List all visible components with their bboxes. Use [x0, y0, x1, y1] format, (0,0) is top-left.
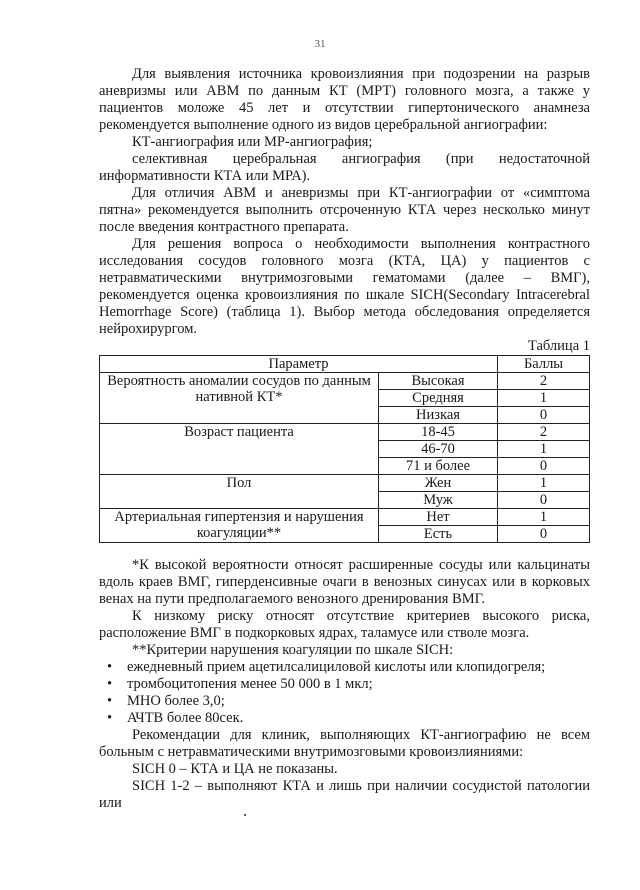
- body-text-bottom: [99, 557, 590, 812]
- list-item: • МНО более 3,0;: [127, 693, 590, 710]
- points-cell: 1: [498, 441, 590, 458]
- footnote-low-risk: К низкому риску относят отсутствие критериев высокого риска, расположение ВМГ в подкорковых ядрах, таламусе или стволе мозга.: [99, 608, 590, 641]
- option-cell: Нет: [379, 509, 498, 526]
- recommendation-sich-0: SICH 0 – КТА и ЦА не показаны.: [132, 761, 338, 777]
- paragraph-sich-score: Для решения вопроса о необходимости выполнения контрастного исследования сосудов головного мозга (КТА, ЦА) у пациентов с нетравматическими внутримозговыми гематомами (далее – ВМГ), рекомендуется оценка кровоизлияния по шкале SICH(Secondary Intracerebral Hemorrhage Score) (таблица 1). Выбор метода обследования определяется нейрохирургом.: [99, 236, 590, 337]
- list-item: • АЧТВ более 80сек.: [127, 710, 590, 727]
- option-cell: Есть: [379, 526, 498, 543]
- option-cell: Низкая: [379, 407, 498, 424]
- body-text-top: [99, 66, 590, 543]
- table-row: [100, 424, 590, 441]
- points-cell: 0: [498, 492, 590, 509]
- table-row: [100, 373, 590, 390]
- paragraph-spot-sign: Для отличия АВМ и аневризмы при КТ-ангиографии от «симптома пятна» рекомендуется выполнить отсроченную КТА через несколько минут после введения контрастного препарата.: [99, 185, 590, 235]
- option-cell: Высокая: [379, 373, 498, 390]
- points-cell: 1: [498, 475, 590, 492]
- points-cell: 2: [498, 424, 590, 441]
- option-cell: 18-45: [379, 424, 498, 441]
- points-cell: 1: [498, 509, 590, 526]
- header-points: Баллы: [498, 356, 590, 373]
- table-caption: Таблица 1: [527, 338, 590, 354]
- table-row: [100, 509, 590, 526]
- points-cell: 0: [498, 526, 590, 543]
- option-cell: 46-70: [379, 441, 498, 458]
- page-number: 31: [314, 38, 326, 50]
- option-cell: Муж: [379, 492, 498, 509]
- param-sex: Пол: [100, 475, 379, 509]
- header-parameter: Параметр: [100, 356, 498, 373]
- table-row: [100, 475, 590, 492]
- scan-speck: [244, 814, 246, 816]
- paragraph-angiography-indication: Для выявления источника кровоизлияния при подозрении на разрыв аневризмы или АВМ по данным КТ (МРТ) головного мозга, а также у пациентов моложе 45 лет и отсутствии гипертонического анамнеза рекомендуется выполнение одного из видов церебральной ангиографии:: [99, 66, 590, 133]
- param-patient-age: Возраст пациента: [100, 424, 379, 475]
- table-header-row: [100, 356, 590, 373]
- list-item: • тромбоцитопения менее 50 000 в 1 мкл;: [127, 676, 590, 693]
- points-cell: 0: [498, 407, 590, 424]
- param-hypertension-coagulation: Артериальная гипертензия и нарушения коагуляции**: [100, 509, 379, 543]
- footnote-high-probability: *К высокой вероятности относят расширенные сосуды или кальцинаты вдоль краев ВМГ, гиперденсивные очаги в венозных синусах или в корковых венах на пути предполагаемого венозного дренирования ВМГ.: [99, 557, 590, 607]
- recommendation-sich-1-2: SICH 1-2 – выполняют КТА и лишь при наличии сосудистой патологии или: [99, 778, 590, 811]
- criteria-list: [99, 659, 590, 727]
- sich-score-table: [99, 355, 590, 543]
- recommendations-intro: Рекомендации для клиник, выполняющих КТ-ангиографию не всем больным с нетравматическими внутримозговыми кровоизлияниями:: [99, 727, 590, 760]
- option-cell: Жен: [379, 475, 498, 492]
- paragraph-cta-mra: КТ-ангиография или МР-ангиография;: [132, 134, 373, 150]
- footnote-coagulation-criteria: **Критерии нарушения коагуляции по шкале SICH:: [132, 642, 454, 658]
- option-cell: Средняя: [379, 390, 498, 407]
- param-vascular-anomaly: Вероятность аномалии сосудов по данным нативной КТ*: [100, 373, 379, 424]
- points-cell: 0: [498, 458, 590, 475]
- points-cell: 2: [498, 373, 590, 390]
- paragraph-selective-angiography: селективная церебральная ангиография (при недостаточной информативности КТА или МРА).: [99, 151, 590, 184]
- points-cell: 1: [498, 390, 590, 407]
- option-cell: 71 и более: [379, 458, 498, 475]
- list-item: • ежедневный прием ацетилсалициловой кислоты или клопидогреля;: [127, 659, 590, 676]
